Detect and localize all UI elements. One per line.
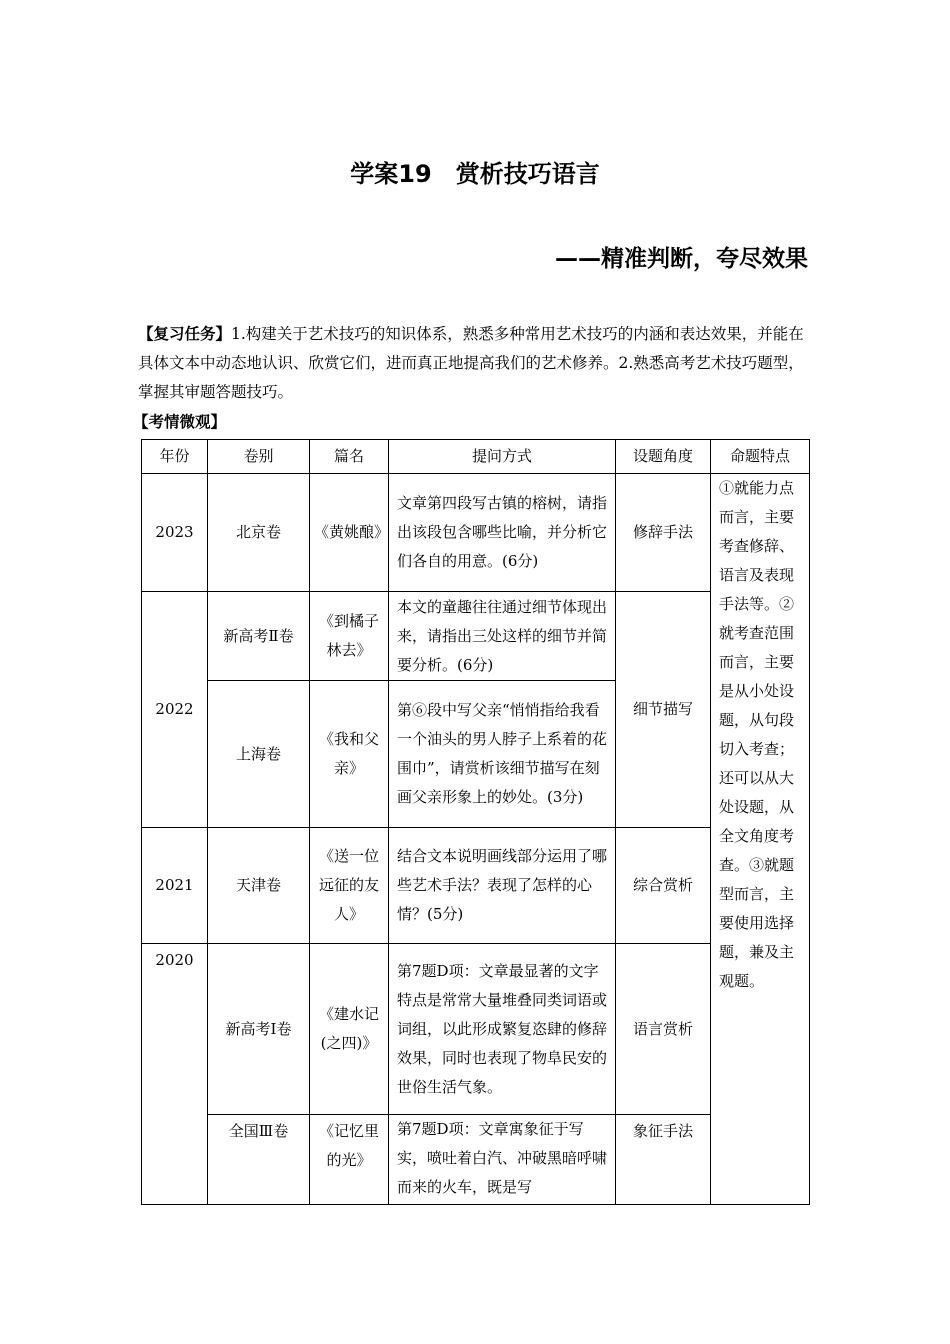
cell-angle: 修辞手法 <box>616 474 711 592</box>
table-row <box>142 592 810 681</box>
table-row <box>142 1115 810 1205</box>
cell-question: 文章第四段写古镇的榕树，请指出该段包含哪些比喻，并分析它们各自的用意。(6分) <box>389 474 616 592</box>
review-task-label: 【复习任务】 <box>138 325 232 343</box>
table-row <box>142 828 810 944</box>
cell-paper: 北京卷 <box>208 474 310 592</box>
page-subtitle: ——精准判断，夸尽效果 <box>555 246 808 272</box>
exam-analysis-table <box>141 439 810 1205</box>
page-title: 学案19 赏析技巧语言 <box>350 160 600 188</box>
table-header-row <box>142 440 810 474</box>
cell-angle: 象征手法 <box>616 1115 711 1205</box>
review-task-paragraph <box>138 320 812 407</box>
cell-paper: 天津卷 <box>208 828 310 944</box>
cell-paper: 上海卷 <box>208 681 310 828</box>
cell-question: 第7题D项：文章寓象征于写实，喷吐着白汽、冲破黑暗呼啸而来的火车，既是写 <box>389 1115 616 1205</box>
cell-title: 《记忆里的光》 <box>310 1115 389 1205</box>
table-row <box>142 474 810 592</box>
cell-title: 《送一位远征的友人》 <box>310 828 389 944</box>
cell-question: 第⑥段中写父亲“悄悄指给我看一个油头的男人脖子上系着的花围巾”，请赏析该细节描写在刻画父亲形象上的妙处。(3分) <box>389 681 616 828</box>
cell-angle: 细节描写 <box>616 592 711 828</box>
cell-year: 2020 <box>142 944 208 1205</box>
cell-title: 《黄姚酿》 <box>310 474 389 592</box>
header-paper: 卷别 <box>208 440 310 474</box>
cell-year: 2021 <box>142 828 208 944</box>
review-task-text: 1.构建关于艺术技巧的知识体系，熟悉多种常用艺术技巧的内涵和表达效果，并能在具体文本中动态地认识、欣赏它们，进而真正地提高我们的艺术修养。2.熟悉高考艺术技巧题型，掌握其审题答题技巧。 <box>138 325 804 401</box>
cell-features: ①就能力点而言，主要考查修辞、语言及表现手法等。②就考查范围而言，主要是从小处设题，从句段切入考查；还可以从大处设题，从全文角度考查。③就题型而言，主要使用选择题，兼及主观题。 <box>711 474 810 1205</box>
cell-paper: 新高考Ⅰ卷 <box>208 944 310 1115</box>
cell-angle: 综合赏析 <box>616 828 711 944</box>
cell-question: 结合文本说明画线部分运用了哪些艺术手法？表现了怎样的心情？(5分) <box>389 828 616 944</box>
cell-title: 《我和父亲》 <box>310 681 389 828</box>
cell-title: 《到橘子林去》 <box>310 592 389 681</box>
table-row <box>142 944 810 1115</box>
cell-angle: 语言赏析 <box>616 944 711 1115</box>
cell-question: 第7题D项：文章最显著的文字特点是常常大量堆叠同类词语或词组，以此形成繁复恣肆的修辞效果，同时也表现了物阜民安的世俗生活气象。 <box>389 944 616 1115</box>
kaoqing-label: 【考情微观】 <box>133 413 227 431</box>
cell-paper: 新高考Ⅱ卷 <box>208 592 310 681</box>
header-title: 篇名 <box>310 440 389 474</box>
header-question: 提问方式 <box>389 440 616 474</box>
header-year: 年份 <box>142 440 208 474</box>
header-angle: 设题角度 <box>616 440 711 474</box>
cell-year: 2023 <box>142 474 208 592</box>
header-features: 命题特点 <box>711 440 810 474</box>
cell-title: 《建水记(之四)》 <box>310 944 389 1115</box>
cell-question: 本文的童趣往往通过细节体现出来，请指出三处这样的细节并简要分析。(6分) <box>389 592 616 681</box>
cell-paper: 全国Ⅲ卷 <box>208 1115 310 1205</box>
cell-year: 2022 <box>142 592 208 828</box>
